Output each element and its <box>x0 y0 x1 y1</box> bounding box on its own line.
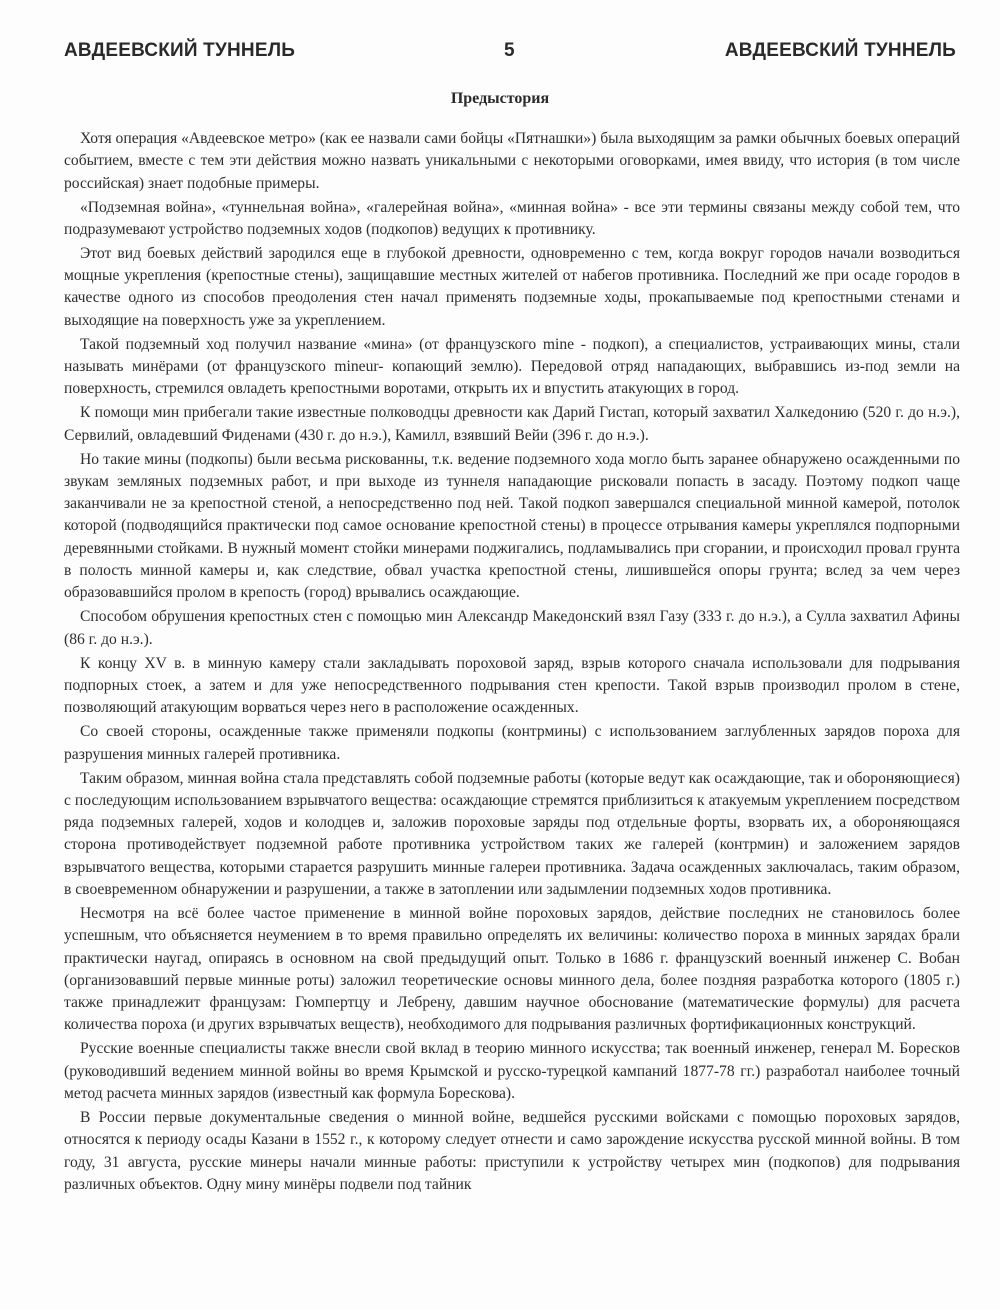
paragraph: Способом обрушения крепостных стен с помощью мин Александр Македонский взял Газу (333 г. до н.э.), а Сулла захватил Афины (86 г. до н.э.). <box>64 608 960 648</box>
running-head-left: АВДЕЕВСКИЙ ТУННЕЛЬ <box>64 40 296 61</box>
paragraph: Таким образом, минная война стала представлять собой подземные работы (которые ведут как осаждающие, так и обороняющиеся) с последующим использованием взрывчатого вещества: осаждающие стремятся приблизиться к атакуемым укреплением посредством ряда подземных галерей, ходов и колодцев и, заложив пороховые заряды под отдельные форты, взорвать их, а обороняющаяся сторона противодействует подземной работе противника устройством таких же галерей (контрмин) и заложением зарядов взрывчатого вещества, которыми старается разрушить минные галереи противника. Задача осажденных заключалась, таким образом, в своевременном обнаружении и разрушении, а также в затоплении или задымлении подземных ходов противника. <box>64 769 960 898</box>
paragraph: Русские военные специалисты также внесли свой вклад в теорию минного искусства; так военный инженер, генерал М. Боресков (руководивший ведением минной войны во время Крымской и русско-турецкой кампаний 1877-78 гг.) разработал наиболее точный метод расчета минных зарядов (известный как формула Борескова). <box>64 1040 960 1103</box>
body-text <box>64 128 960 1198</box>
paragraph: «Подземная война», «туннельная война», «галерейная война», «минная война» - все эти термины связаны между собой тем, что подразумевают устройство подземных ходов (подкопов) ведущих к противнику. <box>64 198 960 238</box>
paragraph: В России первые документальные сведения о минной войне, ведшейся русскими войсками с помощью пороховых зарядов, относятся к периоду осады Казани в 1552 г., к которому следует отнести и само зарождение искусства русской минной войны. В том году, 31 августа, русские минеры начали минные работы: приступили к устройству четырех мин (подкопов) для подрывания различных объектов. Одну мину минёры подвели под тайник <box>64 1109 960 1193</box>
paragraph: Но такие мины (подкопы) были весьма рискованны, т.к. ведение подземного хода могло быть заранее обнаружено осажденными по звукам земляных подземных работ, и при выходе из туннеля нападающие рисковали попасть в засаду. Поэтому подкоп чаще заканчивали не за крепостной стеной, а непосредственно под ней. Такой подкоп завершался специальной минной камерой, потолок которой (подводящийся практически под самое основание крепостной стены) в процессе отрывания камеры укреплялся подпорными деревянными стойками. В нужный момент стойки минерами поджигались, подламывались при сгорании, и происходил провал грунта в полость минной камеры и, как следствие, обвал участка крепостной стены, лишившейся опоры грунта; вслед за чем через образовавшийся пролом в крепость (город) врывались осаждающие. <box>64 450 960 602</box>
paragraph: Со своей стороны, осажденные также применяли подкопы (контрмины) с использованием заглубленных зарядов пороха для разрушения минных галерей противника. <box>64 723 960 763</box>
paragraph: К помощи мин прибегали такие известные полководцы древности как Дарий Гистап, который захватил Халкедонию (520 г. до н.э.), Сервилий, овладевший Фиденами (430 г. до н.э.), Камилл, взявший Вейи (396 г. до н.э.). <box>64 404 960 444</box>
paragraph: Такой подземный ход получил название «мина» (от французского mine - подкоп), а специалистов, устраивающих мины, стали называть минёрами (от французского mineur- копающий землю). Передовой отряд нападающих, выбравшись из-под земли на поверхность, стремился овладеть крепостными воротами, открыть их и впустить атакующих в город. <box>64 335 960 398</box>
running-head-right: АВДЕЕВСКИЙ ТУННЕЛЬ <box>724 40 956 61</box>
section-title: Предыстория <box>450 90 550 107</box>
paragraph: Несмотря на всё более частое применение в минной войне пороховых зарядов, действие последних не становилось более успешным, что объясняется неумением в то время правильно определять их величины: количество пороха в минных зарядах брали практически наугад, опираясь в основном на свой предыдущий опыт. Только в 1686 г. французский военный инженер С. Вобан (организовавший первые минные роты) заложил теоретические основы минного дела, более поздняя разработка которого (1805 г.) также принадлежит французам: Гюмпертцу и Лебрену, давшим научное обоснование (математические формулы) для расчета количества пороха (и других взрывчатых веществ), необходимого для подрывания различных фортификационных конструкций. <box>64 904 960 1034</box>
paragraph: Хотя операция «Авдеевское метро» (как ее назвали сами бойцы «Пятнашки») была выходящим за рамки обычных боевых операций событием, вместе с тем эти действия можно назвать уникальными с некоторыми оговорками, имея ввиду, что история (в том числе российская) знает подобные примеры. <box>64 130 960 192</box>
page-number: 5 <box>504 40 515 61</box>
paragraph: К концу XV в. в минную камеру стали закладывать пороховой заряд, взрыв которого сначала использовали для подрывания подпорных стоек, а затем и для уже непосредственного подрывания стен крепости. Такой взрыв производил пролом в стене, позволяющий атакующим ворваться через него в расположение осажденных. <box>64 654 960 717</box>
paragraph: Этот вид боевых действий зародился еще в глубокой древности, одновременно с тем, когда вокруг городов начали возводиться мощные укрепления (крепостные стены), защищавшие местных жителей от набегов противника. Последний же при осаде городов в качестве одного из способов преодоления стен начал применять подземные ходы, прокапываемые под крепостными стенами и выходящие на поверхность уже за укреплением. <box>64 244 960 329</box>
running-header <box>64 40 956 70</box>
